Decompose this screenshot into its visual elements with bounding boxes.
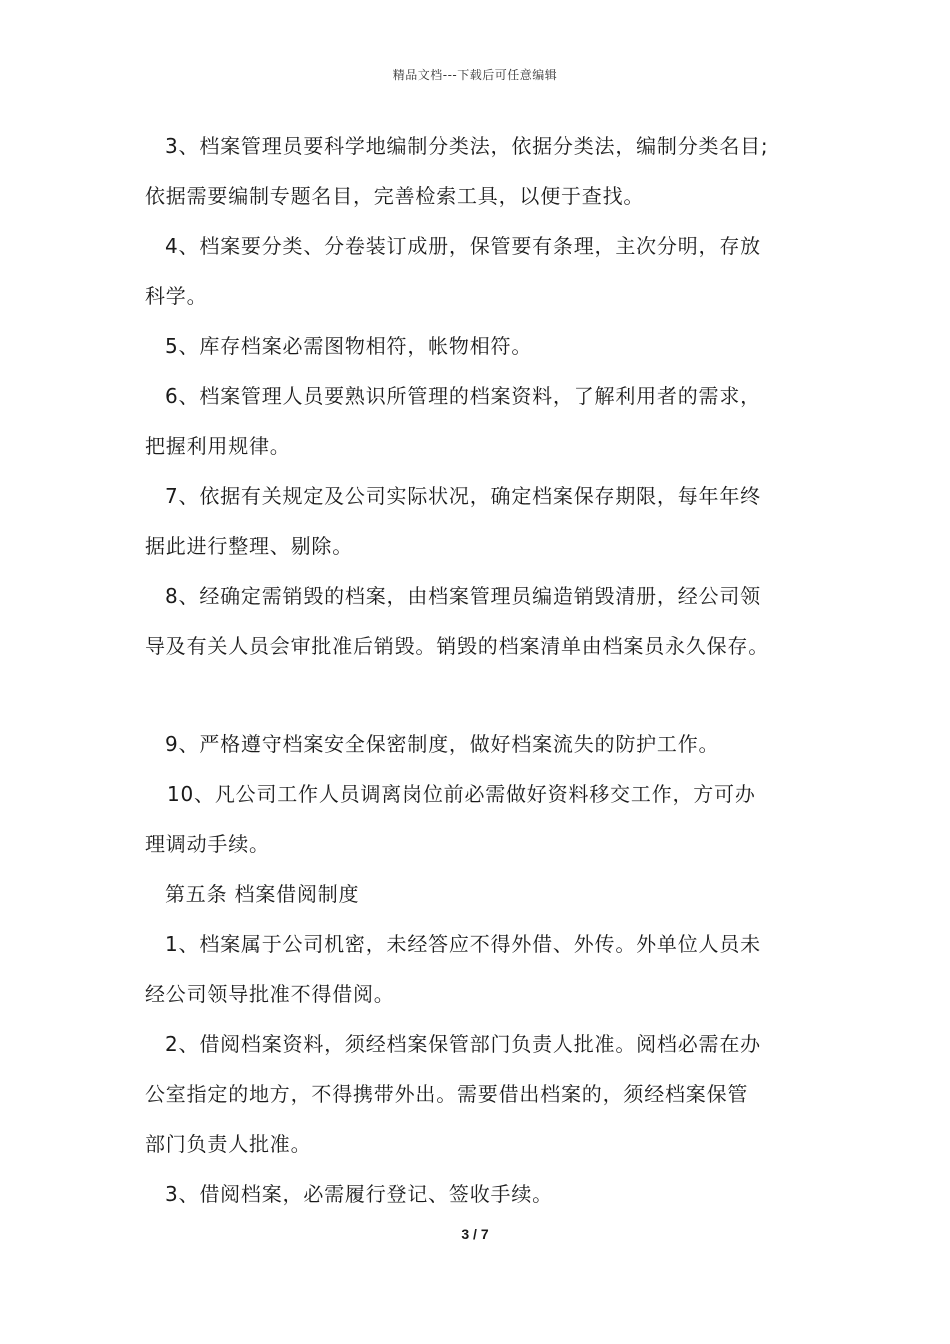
borrow-rule-3-line-1: 3、借阅档案，必需履行登记、签收手续。 [165,1182,553,1206]
paragraph-5-line-1: 5、库存档案必需图物相符，帐物相符。 [165,334,533,358]
borrow-rule-2-line-3: 部门负责人批准。 [145,1132,312,1156]
paragraph-6-line-1: 6、档案管理人员要熟识所管理的档案资料，了解利用者的需求， [165,384,761,408]
paragraph-10-line-1: 10、凡公司工作人员调离岗位前必需做好资料移交工作，方可办 [167,782,756,806]
paragraph-9-line-1: 9、严格遵守档案安全保密制度，做好档案流失的防护工作。 [165,732,720,756]
paragraph-7-line-2: 据此进行整理、剔除。 [145,534,353,558]
paragraph-4-line-1: 4、档案要分类、分卷装订成册，保管要有条理，主次分明，存放 [165,234,761,258]
paragraph-10-line-2: 理调动手续。 [145,832,270,856]
paragraph-4-line-2: 科学。 [145,284,208,308]
borrow-rule-1-line-1: 1、档案属于公司机密，未经答应不得外借、外传。外单位人员未 [165,932,761,956]
page-number: 3 / 7 [461,1226,489,1242]
paragraph-6-line-2: 把握利用规律。 [145,434,291,458]
paragraph-3-line-2: 依据需要编制专题名目，完善检索工具，以便于查找。 [145,184,645,208]
page-header: 精品文档---下载后可任意编辑 [392,68,558,82]
borrow-rule-1-line-2: 经公司领导批准不得借阅。 [145,982,395,1006]
paragraph-8-line-1: 8、经确定需销毁的档案，由档案管理员编造销毁清册，经公司领 [165,584,761,608]
paragraph-8-line-2: 导及有关人员会审批准后销毁。销毁的档案清单由档案员永久保存。 [145,634,769,658]
section-heading-article-5: 第五条 档案借阅制度 [165,882,360,906]
paragraph-3-line-1: 3、档案管理员要科学地编制分类法，依据分类法，编制分类名目; [165,134,769,158]
paragraph-7-line-1: 7、依据有关规定及公司实际状况，确定档案保存期限，每年年终 [165,484,761,508]
borrow-rule-2-line-1: 2、借阅档案资料，须经档案保管部门负责人批准。阅档必需在办 [165,1032,761,1056]
borrow-rule-2-line-2: 公室指定的地方，不得携带外出。需要借出档案的，须经档案保管 [145,1082,749,1106]
